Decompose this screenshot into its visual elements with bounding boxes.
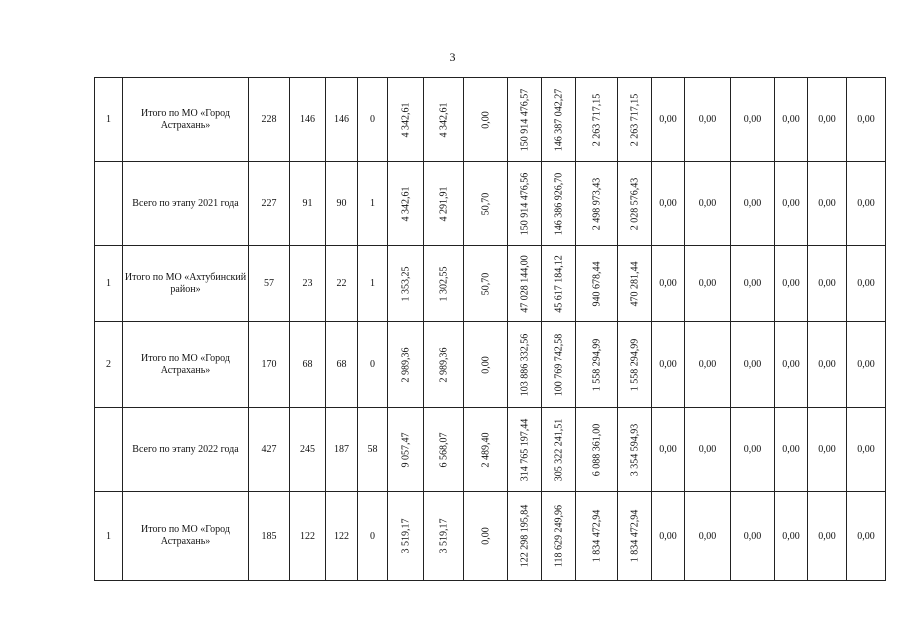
cell-value: 2 489,40 xyxy=(480,432,491,467)
row-number-cell: 1 xyxy=(95,246,123,322)
table-cell-vertical xyxy=(464,322,508,408)
table-row xyxy=(95,408,886,492)
table-cell: 0,00 xyxy=(775,492,808,581)
table-cell: 122 xyxy=(326,492,358,581)
table-cell: 0,00 xyxy=(847,322,886,408)
cell-value: 4 342,61 xyxy=(438,102,449,137)
row-number-cell: 2 xyxy=(95,322,123,408)
table-cell-vertical xyxy=(508,162,542,246)
cell-value: 1 558 294,99 xyxy=(591,338,602,391)
table-cell: 0,00 xyxy=(652,162,685,246)
table-cell-vertical xyxy=(542,492,576,581)
cell-value: 2 989,36 xyxy=(438,347,449,382)
table-cell: 185 xyxy=(249,492,290,581)
table-cell-vertical xyxy=(424,408,464,492)
table-cell: 227 xyxy=(249,162,290,246)
table-cell: 0,00 xyxy=(808,322,847,408)
table-cell: 0,00 xyxy=(847,162,886,246)
table-cell: 0,00 xyxy=(685,408,731,492)
table-cell-vertical xyxy=(388,322,424,408)
table-cell-vertical xyxy=(388,162,424,246)
table-cell: 0,00 xyxy=(731,78,775,162)
table-cell: 0,00 xyxy=(847,408,886,492)
cell-value: 47 028 144,00 xyxy=(519,254,530,313)
table-cell-vertical xyxy=(464,246,508,322)
table-cell: 427 xyxy=(249,408,290,492)
table-cell: 0,00 xyxy=(808,492,847,581)
table-cell: 0,00 xyxy=(685,492,731,581)
table-cell: 122 xyxy=(290,492,326,581)
table-cell: 0,00 xyxy=(808,78,847,162)
table-cell: 0,00 xyxy=(775,322,808,408)
table-cell: 0,00 xyxy=(685,162,731,246)
row-name-cell: Итого по МО «Город Астрахань» xyxy=(123,492,249,581)
table-cell: 0,00 xyxy=(775,162,808,246)
cell-value: 305 322 241,51 xyxy=(553,418,564,481)
table-cell: 0,00 xyxy=(731,162,775,246)
cell-value: 146 387 042,27 xyxy=(553,88,564,151)
table-row xyxy=(95,162,886,246)
table-cell-vertical xyxy=(424,162,464,246)
table-cell: 22 xyxy=(326,246,358,322)
table-cell-vertical xyxy=(542,408,576,492)
table-cell-vertical xyxy=(576,162,618,246)
table-cell-vertical xyxy=(464,162,508,246)
table-cell-vertical xyxy=(576,492,618,581)
table-cell-vertical xyxy=(508,78,542,162)
table-cell: 187 xyxy=(326,408,358,492)
table-cell-vertical xyxy=(576,78,618,162)
table-cell: 146 xyxy=(326,78,358,162)
cell-value: 3 519,17 xyxy=(400,518,411,554)
cell-value: 122 298 195,84 xyxy=(519,504,530,568)
cell-value: 45 617 184,12 xyxy=(553,254,564,313)
table-cell: 1 xyxy=(358,162,388,246)
cell-value: 100 769 742,58 xyxy=(553,333,564,396)
table-row xyxy=(95,492,886,581)
page-number: 3 xyxy=(449,50,456,64)
table-cell-vertical xyxy=(618,492,652,581)
cell-value: 2 498 973,43 xyxy=(591,177,602,230)
table-cell: 0 xyxy=(358,492,388,581)
table-cell: 57 xyxy=(249,246,290,322)
table-cell-vertical xyxy=(618,408,652,492)
table-cell: 0,00 xyxy=(731,246,775,322)
table-cell: 0 xyxy=(358,78,388,162)
table-cell-vertical xyxy=(508,408,542,492)
cell-value: 6 568,07 xyxy=(438,432,449,467)
table-cell-vertical xyxy=(424,322,464,408)
cell-value: 4 291,91 xyxy=(438,186,449,221)
table-cell-vertical xyxy=(464,492,508,581)
table-cell: 68 xyxy=(290,322,326,408)
table-cell-vertical xyxy=(542,246,576,322)
table-cell-vertical xyxy=(542,322,576,408)
table-cell-vertical xyxy=(464,78,508,162)
table-cell: 90 xyxy=(326,162,358,246)
table-cell-vertical xyxy=(424,246,464,322)
table-cell-vertical xyxy=(424,78,464,162)
cell-value: 0,00 xyxy=(480,355,491,374)
table-cell: 0,00 xyxy=(685,322,731,408)
table-cell-vertical xyxy=(424,492,464,581)
cell-value: 3 354 594,93 xyxy=(629,423,640,476)
table-cell-vertical xyxy=(618,246,652,322)
table-cell: 0,00 xyxy=(775,246,808,322)
row-number-cell xyxy=(95,162,123,246)
cell-value: 150 914 476,57 xyxy=(519,88,530,151)
table-cell: 0,00 xyxy=(775,408,808,492)
table-cell: 0,00 xyxy=(731,408,775,492)
cell-value: 2 989,36 xyxy=(400,347,411,382)
table-cell: 0,00 xyxy=(847,246,886,322)
table-cell: 23 xyxy=(290,246,326,322)
cell-value: 4 342,61 xyxy=(400,102,411,137)
cell-value: 0,00 xyxy=(480,110,491,129)
table-cell: 0,00 xyxy=(652,246,685,322)
cell-value: 2 263 717,15 xyxy=(629,93,640,146)
row-name-cell: Итого по МО «Город Астрахань» xyxy=(123,322,249,408)
cell-value: 50,70 xyxy=(480,192,491,215)
table-cell-vertical xyxy=(388,408,424,492)
cell-value: 6 088 361,00 xyxy=(591,423,602,476)
cell-value: 1 834 472,94 xyxy=(629,509,640,563)
table-cell: 58 xyxy=(358,408,388,492)
table-cell-vertical xyxy=(388,78,424,162)
cell-value: 470 281,44 xyxy=(629,261,640,306)
cell-value: 1 353,25 xyxy=(400,266,411,301)
cell-value: 3 519,17 xyxy=(438,518,449,554)
data-table xyxy=(94,77,886,581)
table-cell-vertical xyxy=(388,246,424,322)
cell-value: 4 342,61 xyxy=(400,186,411,221)
row-name-cell: Итого по МО «Город Астрахань» xyxy=(123,78,249,162)
table-cell: 91 xyxy=(290,162,326,246)
table-cell: 0,00 xyxy=(652,322,685,408)
table-cell: 0,00 xyxy=(775,78,808,162)
cell-value: 1 302,55 xyxy=(438,266,449,301)
table-cell: 245 xyxy=(290,408,326,492)
table-cell: 0,00 xyxy=(652,408,685,492)
row-number-cell: 1 xyxy=(95,492,123,581)
table-cell-vertical xyxy=(576,322,618,408)
table-cell: 0,00 xyxy=(808,246,847,322)
table-row xyxy=(95,322,886,408)
cell-value: 314 765 197,44 xyxy=(519,418,530,481)
table-cell-vertical xyxy=(508,322,542,408)
cell-value: 146 386 926,70 xyxy=(553,172,564,235)
table-row xyxy=(95,78,886,162)
cell-value: 1 558 294,99 xyxy=(629,338,640,391)
table-cell-vertical xyxy=(542,78,576,162)
table-cell-vertical xyxy=(618,322,652,408)
table-cell-vertical xyxy=(508,492,542,581)
row-name-cell: Всего по этапу 2022 года xyxy=(123,408,249,492)
cell-value: 9 057,47 xyxy=(400,432,411,467)
table-cell-vertical xyxy=(464,408,508,492)
cell-value: 2 263 717,15 xyxy=(591,93,602,146)
cell-value: 103 886 332,56 xyxy=(519,333,530,396)
table-cell: 0,00 xyxy=(685,246,731,322)
table-row xyxy=(95,246,886,322)
table-cell: 0,00 xyxy=(808,408,847,492)
table-cell: 0,00 xyxy=(731,322,775,408)
table-cell: 0,00 xyxy=(731,492,775,581)
table-cell: 68 xyxy=(326,322,358,408)
table-cell-vertical xyxy=(576,408,618,492)
table-cell-vertical xyxy=(542,162,576,246)
cell-value: 0,00 xyxy=(480,527,491,545)
table-cell: 0,00 xyxy=(685,78,731,162)
cell-value: 940 678,44 xyxy=(591,261,602,306)
table-cell: 0 xyxy=(358,322,388,408)
table-cell: 170 xyxy=(249,322,290,408)
table-cell-vertical xyxy=(618,78,652,162)
row-name-cell: Итого по МО «Ахтубинский район» xyxy=(123,246,249,322)
row-number-cell: 1 xyxy=(95,78,123,162)
table-cell-vertical xyxy=(388,492,424,581)
table-cell: 0,00 xyxy=(847,492,886,581)
table-cell: 228 xyxy=(249,78,290,162)
table-cell: 0,00 xyxy=(847,78,886,162)
row-number-cell xyxy=(95,408,123,492)
cell-value: 50,70 xyxy=(480,272,491,295)
row-name-cell: Всего по этапу 2021 года xyxy=(123,162,249,246)
table-cell: 0,00 xyxy=(808,162,847,246)
cell-value: 2 028 576,43 xyxy=(629,177,640,230)
cell-value: 150 914 476,56 xyxy=(519,172,530,235)
cell-value: 1 834 472,94 xyxy=(591,509,602,563)
table-cell: 146 xyxy=(290,78,326,162)
table-cell-vertical xyxy=(508,246,542,322)
cell-value: 118 629 249,96 xyxy=(553,504,564,568)
table-cell: 0,00 xyxy=(652,78,685,162)
table-cell: 1 xyxy=(358,246,388,322)
table-cell-vertical xyxy=(576,246,618,322)
table-cell: 0,00 xyxy=(652,492,685,581)
table-cell-vertical xyxy=(618,162,652,246)
